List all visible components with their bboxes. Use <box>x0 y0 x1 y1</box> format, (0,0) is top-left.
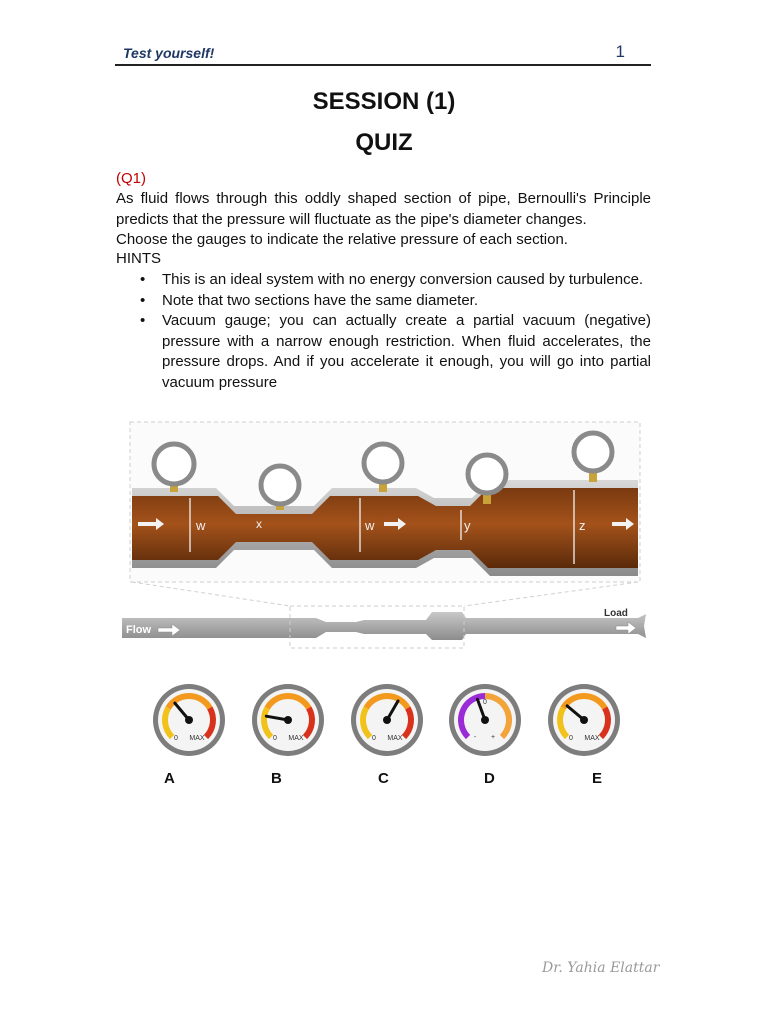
projection-lines <box>132 582 638 606</box>
question-text: As fluid flows through this oddly shaped section of pipe, Bernoulli's Principle predicts that the pressure will fluctuate as the pipe's diameter changes. <box>116 190 651 228</box>
question-instruction: Choose the gauges to indicate the relative pressure of each section. <box>116 231 568 248</box>
gauge-max-label: MAX <box>288 735 304 742</box>
gauge-a <box>153 684 225 756</box>
question-label: (Q1) <box>116 170 146 187</box>
gauge-label-a: A <box>164 770 175 787</box>
section-label-w2: w <box>365 518 375 533</box>
hints-list <box>116 270 651 393</box>
gauge-max-label: MAX <box>584 735 600 742</box>
gauge-max-label: MAX <box>387 735 403 742</box>
gauge-minus-label: - <box>473 734 477 741</box>
gauge-d <box>449 684 521 756</box>
gauge-b <box>252 684 324 756</box>
page-header <box>115 42 651 66</box>
gauge-label-e: E <box>592 770 603 787</box>
gauge-label-b: B <box>271 770 282 787</box>
gauge-label-c: C <box>378 770 389 787</box>
session-title: SESSION (1) <box>312 88 456 115</box>
hint-item: • This is an ideal system with no energy conversion caused by turbulence. <box>116 270 651 291</box>
load-label: Load <box>604 608 628 619</box>
author-signature: Dr. Yahia Elattar <box>542 960 660 976</box>
gauge-zero-label: 0 <box>372 735 376 742</box>
gauge-max-label: MAX <box>189 735 205 742</box>
needle-hub <box>284 716 292 724</box>
full-pipe <box>122 612 646 640</box>
gauge-zero-label: 0 <box>569 735 573 742</box>
section-label-z: z <box>579 518 586 533</box>
flow-label: Flow <box>126 624 152 636</box>
needle-hub <box>481 716 489 724</box>
hint-item: • Vacuum gauge; you can actually create a partial vacuum (negative) pressure with a narrow enough restriction. When fluid accelerates, the pressure drops. And if you accelerate it enough, you will go into partial vacuum pressure <box>140 312 651 391</box>
bullet-icon: • <box>140 291 146 309</box>
gauge-e <box>548 684 620 756</box>
bullet-icon: • <box>140 271 146 288</box>
header-title: Test yourself! <box>123 45 215 61</box>
gauge-zero-label: 0 <box>273 735 277 742</box>
quiz-title: QUIZ <box>355 129 413 156</box>
needle-hub <box>185 716 193 724</box>
gauge-row <box>153 684 620 756</box>
gauge-plus-label: + <box>490 734 496 741</box>
section-label-w1: w <box>196 518 206 533</box>
page-number: 1 <box>615 42 625 61</box>
pipe-fluid <box>132 488 638 568</box>
needle-hub <box>383 716 391 724</box>
gauge-label-d: D <box>484 770 495 787</box>
section-label-x: x <box>256 517 262 531</box>
section-label-y: y <box>464 518 471 533</box>
needle-hub <box>580 716 588 724</box>
gauge-zero-label: 0 <box>174 735 178 742</box>
hint-item: • Note that two sections have the same diameter. <box>116 291 651 312</box>
hints-label: HINTS <box>116 250 161 267</box>
gauge-c <box>351 684 423 756</box>
gauge-zero-label: 0 <box>483 699 487 706</box>
bullet-icon: • <box>140 312 146 329</box>
pipe-figure <box>116 418 652 758</box>
